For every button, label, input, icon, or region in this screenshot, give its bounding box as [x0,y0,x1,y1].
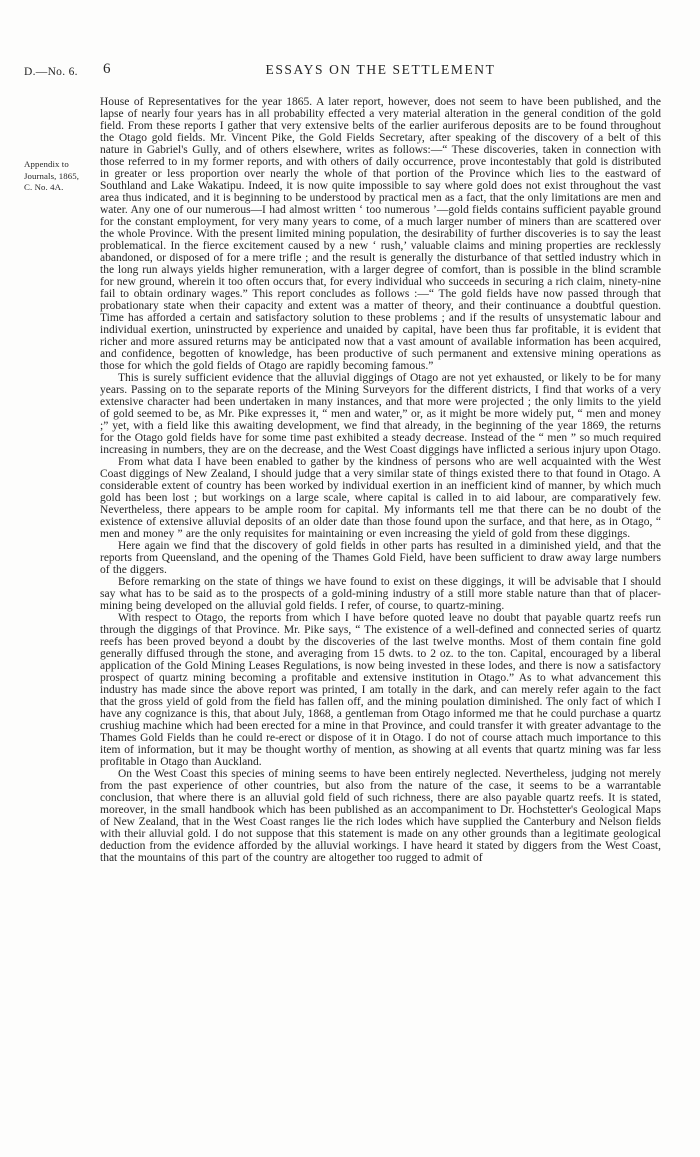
paragraph: On the West Coast this species of mining seems to have been entirely neglected. Nevertheless, judging not merely from the past experience of other countries, but also from the nature of the case, it seems to be a warrantable conclusion, that where there is an alluvial gold field of such richness, there are also payable quartz reefs. It is stated, moreover, in the small handbook which has been published as an accompaniment to Dr. Hochstetter's Geological Maps of New Zealand, that in the West Coast ranges lie the rich lodes which have supplied the Canterbury and Nelson fields with their alluvial gold. I do not suppose that this statement is made on any other grounds than a legitimate geological deduction from the evidence afforded by the alluvial workings. I have heard it stated by diggers from the West Coast, that the mountains of this part of the country are altogether too rugged to admit of [100,768,661,864]
essay-body [100,96,661,864]
paragraph: With respect to Otago, the reports from which I have before quoted leave no doubt that payable quartz reefs run through the diggings of that Province. Mr. Pike says, “ The existence of a well-defined and connected series of quartz reefs has been proved beyond a doubt by the discoveries of the last twelve months. Most of them contain fine gold generally diffused through the stone, and averaging from 15 dwts. to 2 oz. to the ton. Capital, encouraged by a liberal application of the Gold Mining Leases Regulations, is now being invested in these lodes, and there is now a satisfactory prospect of quartz mining becoming a profitable and extensive institution in Otago.” As to what advancement this industry has made since the above report was printed, I am totally in the dark, and can merely refer again to the fact that the gross yield of gold from the field has fallen off, and the mining poulation diminished. The only fact of which I have any cognizance is this, that about July, 1868, a gentleman from Otago informed me that he could purchase a quartz crushiug machine which had been erected for a mine in that Province, and could transfer it with greater advantage to the Thames Gold Fields than he could re-erect or dispose of it in Otago. I do not of course attach much importance to this item of information, but it may be thought worthy of mention, as showing at all events that quartz mining was far less profitable in Otago than Auckland. [100,612,661,768]
margin-note-line-3: C. No. 4A. [24,182,64,192]
margin-note-line-1: Appendix to [24,159,69,169]
margin-note [24,159,106,194]
document-number: D.—No. 6. [24,66,78,78]
paragraph-continuation: House of Representatives for the year 1865. A later report, however, does not seem to have been published, and the lapse of nearly four years has in all probability effected a very material alteration in the general condition of the gold field. From these reports I gather that very extensive belts of the earlier auriferous deposits are to be found throughout the Otago gold fields. Mr. Vincent Pike, the Gold Fields Secretary, after speaking of the discovery of a belt of this nature in Gabriel's Gully, and of others elsewhere, writes as follows:—“ These discoveries, taken in connection with those referred to in my former reports, and with others of daily occurrence, prove incontestably that gold is distributed in greater or less proportion over nearly the whole of that portion of the Province which lies to the eastward of Southland and Lake Wakatipu. Indeed, it is now quite impossible to say where gold does not exist throughout the vast area thus indicated, and it is beginning to be understood by practical men as a fact, that the only limitations are men and water. Any one of our numerous—I had almost written ‘ too numerous ’—gold fields contains sufficient payable ground for the constant employment, for very many years to come, of a much larger number of miners than are scattered over the whole Province. With the present limited mining population, the desirability of further discoveries is to say the least problematical. In the fierce excitement caused by a new ‘ rush,’ valuable claims and mining properties are recklessly abandoned, or disposed of for a mere trifle ; and the result is generally the disturbance of that settled industry which in the long run always yields higher remuneration, with a larger degree of comfort, than is possible in the blind scramble for new ground, wherein it too often occurs that, for every individual who succeeds in securing a rich claim, ninety-nine fail to obtain ordinary wages.” This report concludes as follows :—“ The gold fields have now passed through that probationary state when their capacity and extent was a matter of theory, and their continuance a doubtful question. Time has afforded a certain and satisfactory solution to these problems ; and if the results of unsystematic labour and individual exertion, uninstructed by experience and unaided by capital, have been thus far profitable, it is evident that richer and more assured returns may be anticipated now that a vast amount of available information has been acquired, and confidence, begotten of knowledge, has been productive of such permanent and extensive mining operations as those for which the gold fields of Otago are rapidly becoming famous.” [100,96,661,372]
paragraph: Here again we find that the discovery of gold fields in other parts has resulted in a diminished yield, and that the reports from Queensland, and the opening of the Thames Gold Field, have been sufficient to draw away large numbers of the diggers. [100,540,661,576]
paragraph: This is surely sufficient evidence that the alluvial diggings of Otago are not yet exhausted, or likely to be for many years. Passing on to the separate reports of the Mining Surveyors for the different districts, I find that works of a very extensive character had been undertaken in many instances, and that more were projected ; the only limits to the yield of gold seemed to be, as Mr. Pike expresses it, “ men and water,” or, as it might be more widely put, “ men and money ;” yet, with a field like this awaiting development, we find that already, in the beginning of the year 1869, the returns for the Otago gold fields have for some time past exhibited a steady decrease. Instead of the “ men ” so much required increasing in numbers, they are on the decrease, and the West Coast diggings have inflicted a serious injury upon Otago. [100,372,661,456]
paragraph: From what data I have been enabled to gather by the kindness of persons who are well acquainted with the West Coast diggings of New Zealand, I should judge that a very similar state of things existed there to that found in Otago. A considerable extent of country has been worked by individual exertion in an inefficient kind of manner, by which much gold has been lost ; but workings on a large scale, where capital is called in to aid labour, are comparatively few. Nevertheless, there appears to be ample room for capital. My informants tell me that there can be no doubt of the existence of extensive alluvial deposits of an older date than those found upon the surface, and that here, as in Otago, “ men and money ” are the only requisites for maintaining or even increasing the yield of gold from these diggings. [100,456,661,540]
page-number: 6 [103,61,111,77]
margin-note-line-2: Journals, 1865, [24,170,80,181]
paragraph: Before remarking on the state of things we have found to exist on these diggings, it will be advisable that I should say what has to be said as to the prospects of a gold-mining industry of a still more stable nature than that of placer-mining being developed on the alluvial gold fields. I refer, of course, to quartz-mining. [100,576,661,612]
page-title: ESSAYS ON THE SETTLEMENT [265,62,496,77]
